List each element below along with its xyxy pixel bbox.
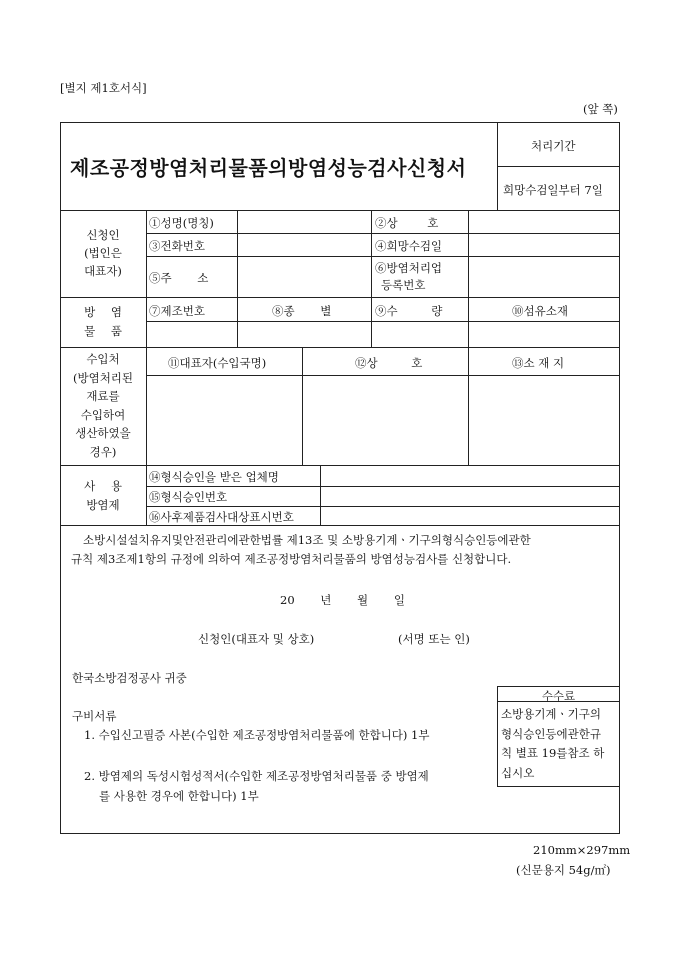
addressee: 한국소방검정공사 귀중 (72, 671, 187, 685)
statement-line-1: 소방시설설치유지및안전관리에관한법률 제13조 및 소방용기계ㆍ기구의형식승인등에관한 (83, 533, 531, 547)
inspection-mark-number-label: ⑯사후제품검사대상표시번호 (149, 510, 294, 524)
application-date: 20 년 월 일 (280, 593, 405, 607)
importer-location-input[interactable] (469, 376, 619, 464)
product-kind-input[interactable] (238, 322, 370, 346)
registration-number-label: ⑥방염처리업 등록번호 (375, 261, 443, 292)
serial-number-label: ⑦제조번호 (149, 304, 205, 318)
importer-trade-label: ⑫상 호 (355, 356, 423, 370)
serial-number-input[interactable] (147, 322, 236, 346)
importer-location-label: ⑬소 재 지 (512, 356, 565, 370)
statement-line-2: 규칙 제3조제1항의 규정에 의하여 제조공정방염처리물품의 방염성능검사를 신청합니다. (71, 552, 512, 566)
inspection-date-input[interactable] (469, 234, 619, 255)
processing-period-label: 처리기간 (531, 139, 576, 153)
processing-period-value: 희망수검일부터 7일 (503, 183, 603, 197)
approved-company-label: ⑭형식승인을 받은 업체명 (149, 470, 279, 484)
quantity-input[interactable] (372, 322, 467, 346)
fee-description: 소방용기계ㆍ기구의 형식승인등에관한규 칙 별표 19를참조 하 십시오 (501, 707, 605, 780)
trade-name-label: ②상 호 (375, 216, 439, 230)
trade-name-input[interactable] (469, 211, 619, 232)
importer-label: 수입처 (방염처리된 재료를 수입하여 생산하였을 경우) (72, 352, 134, 459)
address-input[interactable] (238, 257, 370, 296)
importer-representative-input[interactable] (147, 376, 301, 464)
phone-input[interactable] (238, 234, 370, 255)
applicant-name-label: ①성명(명칭) (149, 216, 214, 230)
phone-label: ③전화번호 (149, 239, 205, 253)
fiber-material-input[interactable] (469, 322, 619, 346)
importer-representative-label: ⑪대표자(수입국명) (168, 356, 267, 370)
paper-type: (신문용지 54g/㎡) (516, 863, 611, 877)
inspection-mark-number-input[interactable] (321, 507, 619, 524)
approved-company-input[interactable] (321, 466, 619, 485)
registration-number-input[interactable] (469, 257, 619, 296)
page-side-label: (앞 쪽) (583, 102, 618, 116)
required-documents-heading: 구비서류 (72, 709, 117, 723)
quantity-label: ⑨수 량 (375, 304, 443, 318)
form-number-label: [별지 제1호서식] (60, 81, 147, 95)
importer-trade-input[interactable] (303, 376, 467, 464)
applicant-label: 신청인 (법인은 대표자) (84, 228, 122, 278)
required-document-1: 1. 수입신고필증 사본(수입한 제조공정방염처리물품에 한합니다) 1부 (84, 728, 430, 742)
required-document-2: 2. 방염제의 독성시험성적서(수입한 제조공정방염처리물품 중 방염제 를 사용한 경우에 한합니다) 1부 (84, 769, 429, 803)
applicant-name-input[interactable] (238, 211, 370, 232)
inspection-date-label: ④희망수검일 (375, 239, 443, 253)
agent-label: 사 용 방염제 (84, 479, 122, 512)
paper-size: 210mm×297mm (533, 843, 631, 857)
form-title: 제조공정방염처리물품의방염성능검사신청서 (70, 156, 467, 180)
signer-label: 신청인(대표자 및 상호) (198, 632, 315, 646)
signature-hint: (서명 또는 인) (398, 632, 470, 646)
product-label: 방 염 물 품 (84, 305, 122, 338)
fee-heading: 수수료 (541, 689, 576, 703)
address-label: ⑤주 소 (149, 271, 209, 285)
fiber-material-label: ⑩섬유소재 (512, 304, 568, 318)
product-kind-label: ⑧종 별 (272, 304, 332, 318)
approval-number-label: ⑮형식승인번호 (149, 490, 228, 504)
approval-number-input[interactable] (321, 487, 619, 505)
